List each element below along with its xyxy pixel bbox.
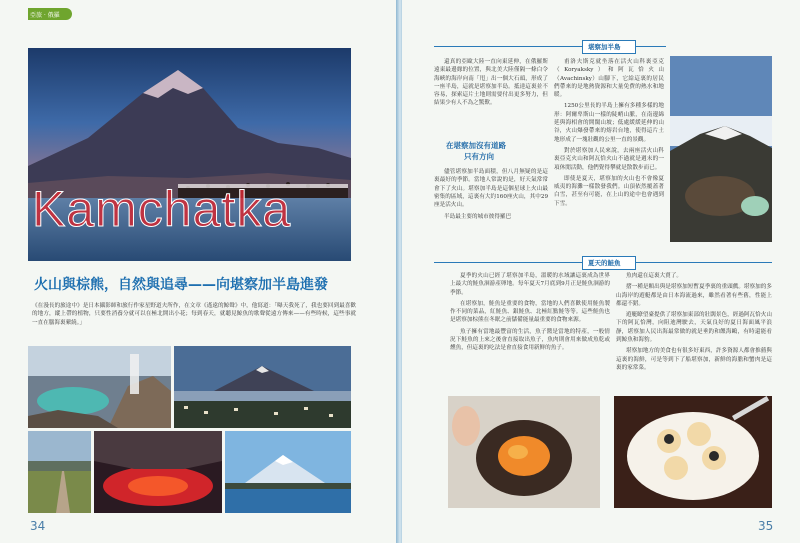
paragraph: 甫洛夫斯克就坐落在活火山科裏亞克（Koryaksky）和阿瓦恰火山（Avachinsky）山腳下，它給這裏的居民們帶來的是地熱資源和大量免費的熱水和地暖。: [554, 59, 664, 99]
paragraph: 對於堪察加人民來說，去兩座活火山科裏亞克火山和阿瓦恰火山不過就是週末的一項休閒活動，他們覺得攀就是散散步而已。: [554, 147, 664, 171]
paragraph: 遊艇瞭望臺提供了堪察加東部的壯闊景色，經過阿瓦恰火山下的阿瓦恰灣，向阻迪灣駛去，天氣良好的夏日海面風平浪靜，堪察加人民出海最常做的就是垂釣和餵海鷗，有時還能看到鯨魚和海豹。: [616, 312, 772, 344]
photo-caviar-blini: [614, 396, 772, 508]
section-rule-right-2: [636, 262, 772, 263]
photo-volcano-city-view: [174, 346, 351, 428]
section-label: 亞旅 · 俄羅: [30, 12, 60, 19]
paragraph: 即使是夏天，堪察加的火山也不會像夏威夷的海灘一樣散發我們。山頂依然覆蓋著白雪，甚至有可能，在上山的途中也會遇到下雪。: [554, 175, 664, 207]
paragraph: 摺一種是顆出與是堪察加短暫夏季裏的重頭戲。堪察加的多山海岸的遊艇都是由日本海流過來，雖然看著有些舊，性能上都還不錯。: [616, 284, 772, 307]
section-heading-salmon: 夏天的鮭魚: [588, 259, 621, 267]
left-page: [0, 0, 398, 543]
section-rule-right: [636, 46, 666, 47]
section-rule-left: [434, 46, 584, 47]
paragraph: 魚肉還在這裏大賣了。: [626, 273, 682, 279]
hero-word: Kamchatka: [32, 181, 292, 237]
article-title: 火山與棕熊，自然與追尋——向堪察加半島進發: [34, 277, 328, 293]
photo-aerial-volcano: [670, 56, 772, 242]
intro-paragraph: 《在漫長的旅途中》是日本攝影師和旅行作家星野道夫所作，在文章《遙遠的鯨聲》中，他寫道：「曝天我死了，我也要回到最喜歡的地方，縱上帶的植物，只要性消養分就可以在極北開出小花；每到春天，就聽見鯨魚的歌聲從遠方傳來——有些時候，這些事就一直在腦海裏縈繞。」: [32, 303, 356, 326]
paragraph: 在堪察加，鮭魚是重要的食物，當地的人們喜歡使用鮭魚製作不同的菜品，紅鮭魚、銀鮭魚、北極紅點鮭等等。這些鮭魚也是堪察加棕熊在冬眠之前儲備能量最重要的食物來源。: [450, 300, 610, 324]
paragraph: 1250公里長的半島上擁有多種多樣的地形：阿爾卑斯山一樣的陡峭山脈，在南邊綿延與海相會的開闊山坡；低處緩緩延伸的山谷，火山爆發帶來的熔岩台地，使得這片土地形成了一塊壯觀的公里一直的景觀。: [554, 103, 664, 143]
right-page: [402, 0, 800, 543]
text-column-4: [616, 272, 772, 372]
paragraph: 魚子擁有當地最豐富的生活，魚子醬是當地的特產，一般情況下鮭魚的上來之後會直接取出魚子，魚肉則會用來做成魚乾或燻魚，但這裏的吃法是會直接食用新鮮的魚子。: [450, 328, 610, 352]
photo-lava-crater: [94, 431, 222, 513]
page-number-left: 34: [30, 519, 46, 533]
text-column-2: [554, 58, 664, 208]
photo-snow-volcano-bay: [225, 431, 351, 513]
paragraph: 半島最主要的城市彼得羅巴: [444, 214, 512, 221]
paragraph: 堪察加地方的美食也有很多好東西，許多資源人都會推薦與這裏的海鮮，可是等到下了船堪察加，新鮮的海膽和蟹肉是這裏的家常菜。: [616, 348, 772, 371]
text-column-3: [450, 272, 610, 353]
section-rule-left-2: [434, 262, 584, 263]
photo-tundra-road: [28, 431, 91, 513]
page-number-right: 35: [758, 519, 774, 533]
paragraph: 儘管堪察加半島面積，但八月無疑的是這裏最好的季節。當地人常說的是，好天氣常常會下了火山。堪察加半島是這個星球上火山最密集的區域，這裏有大約160座火山，其中29座是活火山。: [434, 169, 548, 209]
section-heading-kamchatka: 堪察加半島: [588, 43, 621, 51]
text-column-1: [434, 58, 548, 108]
pull-quote-line-2: 只有方向: [464, 152, 494, 161]
text-column-1b: [434, 168, 548, 222]
photo-sea-urchin: [448, 396, 600, 508]
paragraph: 夏季的火山已經了堪察加半島，溫暖的水域讓這裏成為世界上最大的鮭魚洄游產卵地。每年夏天7月底到9月正是鮭魚洄游的季節。: [450, 273, 610, 296]
paragraph: 還真的亞歐大陸一直向東延伸，在俄羅斯遠東最邊緣的位置，與北美大陸僅隔一條白令海峽的海岸向南「甩」出一個大石頭，形成了一座半島，這就是堪察加半島。抵達這裏並不容易，探索這片土地則需要付出更多努力，但結果少有人不為之驚歎。: [434, 59, 548, 107]
pull-quote-line-1: 在堪察加沒有道路: [446, 141, 506, 150]
photo-crater-lake: [28, 346, 171, 428]
